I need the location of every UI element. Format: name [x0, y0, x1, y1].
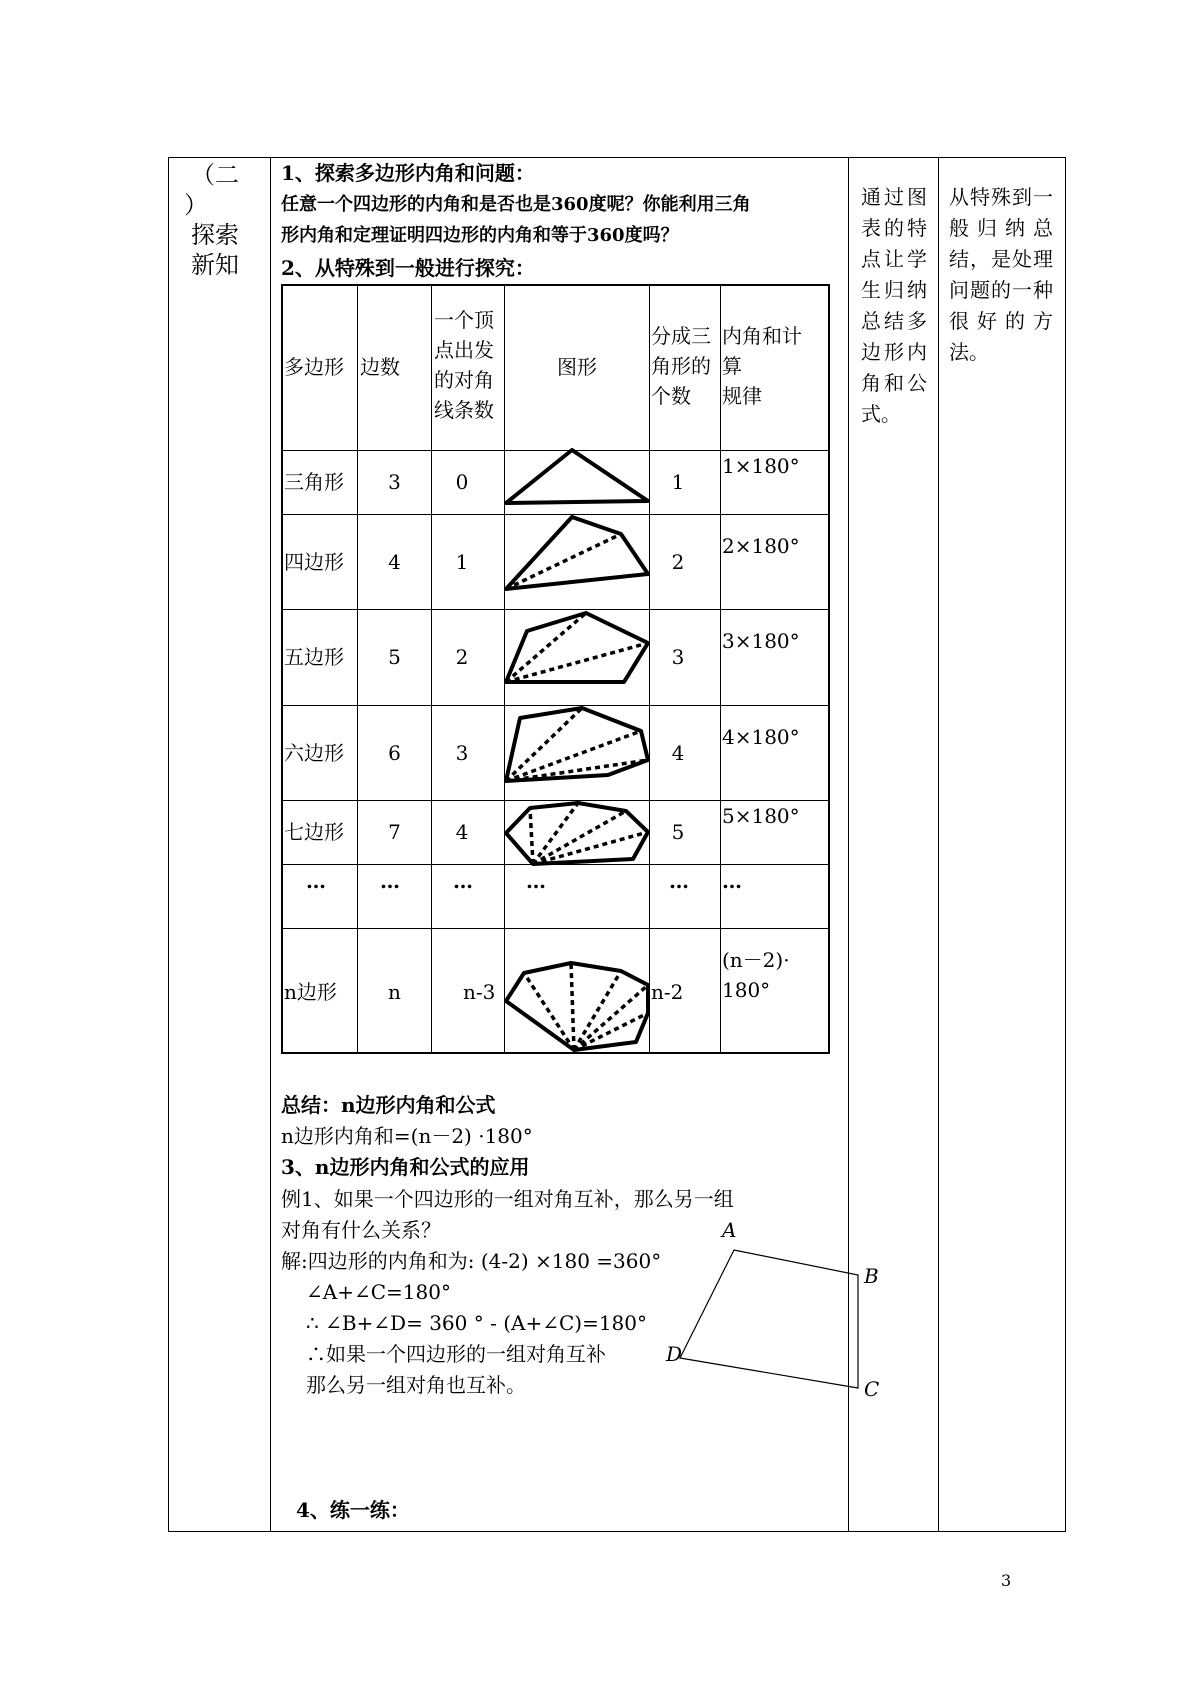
header-figure: 图形 [557, 355, 597, 379]
row-pentagon-diagonals: 2 [455, 645, 469, 669]
solution-line4: ∴如果一个四边形的一组对角互补 [306, 1342, 606, 1366]
solution-line3: ∴ ∠B+∠D= 360 ° - (A+∠C)=180° [306, 1311, 648, 1335]
row-heptagon-diagonals: 4 [455, 820, 469, 844]
stage-title-line3: 探索 [191, 221, 239, 249]
header-triangles-l2: 角形的 [651, 354, 711, 378]
row-ellipsis-triangles: … [669, 869, 689, 893]
header-triangles-l3: 个数 [651, 384, 691, 408]
header-rule-l2: 算 [722, 354, 742, 378]
section3-heading: 3、n边形内角和公式的应用 [281, 1155, 530, 1179]
row-quadrilateral-sides: 4 [388, 550, 401, 574]
summary-formula: n边形内角和=(n－2) ·180° [281, 1124, 533, 1148]
vertex-label-b: B [864, 1264, 879, 1288]
row-heptagon-rule: 5×180° [722, 804, 800, 828]
stage-title-line4: 新知 [191, 251, 239, 279]
row-hexagon-diagonals: 3 [455, 741, 469, 765]
row-hexagon-name: 六边形 [284, 741, 344, 765]
section2-heading: 2、从特殊到一般进行探究： [281, 256, 535, 280]
row-quadrilateral-diagonals: 1 [455, 550, 469, 574]
example1-line1: 例1、如果一个四边形的一组对角互补，那么另一组 [281, 1187, 734, 1211]
row-ngon-sides: n [388, 980, 401, 1004]
header-diagonals-l2: 点出发 [434, 338, 494, 362]
page-number: 3 [1001, 1571, 1012, 1590]
row-quadrilateral-rule: 2×180° [722, 534, 800, 558]
row-pentagon-rule: 3×180° [722, 629, 800, 653]
row-ngon-name: n边形 [284, 980, 337, 1004]
header-triangles-l1: 分成三 [651, 324, 711, 348]
row-ngon-diagonals: n-3 [463, 980, 496, 1004]
row-hexagon-sides: 6 [388, 741, 401, 765]
row-triangle-sides: 3 [388, 470, 401, 494]
section1-question-line2: 形内角和定理证明四边形的内角和等于360度吗？ [281, 225, 679, 246]
section1-heading: 1、探索多边形内角和问题： [281, 161, 535, 185]
header-diagonals-l3: 的对角 [434, 368, 494, 392]
row-hexagon-rule: 4×180° [722, 725, 800, 749]
solution-line1: 解:四边形的内角和为: (4-2) ×180 =360° [281, 1249, 662, 1273]
vertex-label-c: C [864, 1377, 880, 1401]
row-triangle-diagonals: 0 [455, 470, 469, 494]
section1-question-line1: 任意一个四边形的内角和是否也是360度呢？你能利用三角 [281, 194, 751, 215]
row-triangle-name: 三角形 [284, 470, 344, 494]
row-quadrilateral-name: 四边形 [284, 550, 344, 574]
row-heptagon-sides: 7 [388, 820, 401, 844]
solution-line5: 那么另一组对角也互补。 [306, 1373, 526, 1397]
row-pentagon-triangles: 3 [671, 645, 685, 669]
row-ngon-rule-l2: 180° [722, 978, 771, 1002]
example1-line2: 对角有什么关系？ [281, 1218, 441, 1242]
header-rule-l3: 规律 [722, 384, 762, 408]
row-ellipsis-figure: … [526, 869, 546, 893]
row-heptagon-triangles: 5 [671, 820, 685, 844]
section4-heading: 4、练一练： [296, 1498, 410, 1522]
row-hexagon-triangles: 4 [671, 741, 685, 765]
row-heptagon-name: 七边形 [284, 820, 344, 844]
row-ngon-rule-l1: (n－2)· [722, 948, 790, 972]
vertex-label-d: D [666, 1342, 683, 1366]
row-triangle-rule: 1×180° [722, 454, 800, 478]
summary-heading: 总结：n边形内角和公式 [281, 1093, 496, 1117]
solution-line2: ∠A+∠C=180° [306, 1280, 451, 1304]
row-ellipsis-rule: … [722, 869, 742, 893]
header-sides: 边数 [360, 355, 400, 379]
row-ellipsis-name: … [306, 869, 326, 893]
row-ellipsis-sides: … [380, 869, 400, 893]
teacher-activity-text: 通过图表的特点让学生归纳总结多边形内角和公式。 [861, 185, 927, 426]
design-intent-text: 从特殊到一般归纳总结，是处理问题的一种很好的方法。 [949, 185, 1053, 364]
header-rule-l1: 内角和计 [722, 324, 802, 348]
header-polygon: 多边形 [284, 355, 344, 379]
row-pentagon-name: 五边形 [284, 645, 344, 669]
row-ngon-triangles: n-2 [651, 980, 684, 1004]
header-diagonals-l1: 一个顶 [434, 308, 494, 332]
stage-title-line1: （二 [191, 161, 239, 189]
row-pentagon-sides: 5 [388, 645, 401, 669]
vertex-label-a: A [722, 1218, 737, 1242]
row-ellipsis-diagonals: … [453, 869, 473, 893]
stage-title-line2: ） [184, 191, 208, 219]
row-quadrilateral-triangles: 2 [671, 550, 685, 574]
header-diagonals-l4: 线条数 [434, 398, 494, 422]
row-triangle-triangles: 1 [671, 470, 685, 494]
